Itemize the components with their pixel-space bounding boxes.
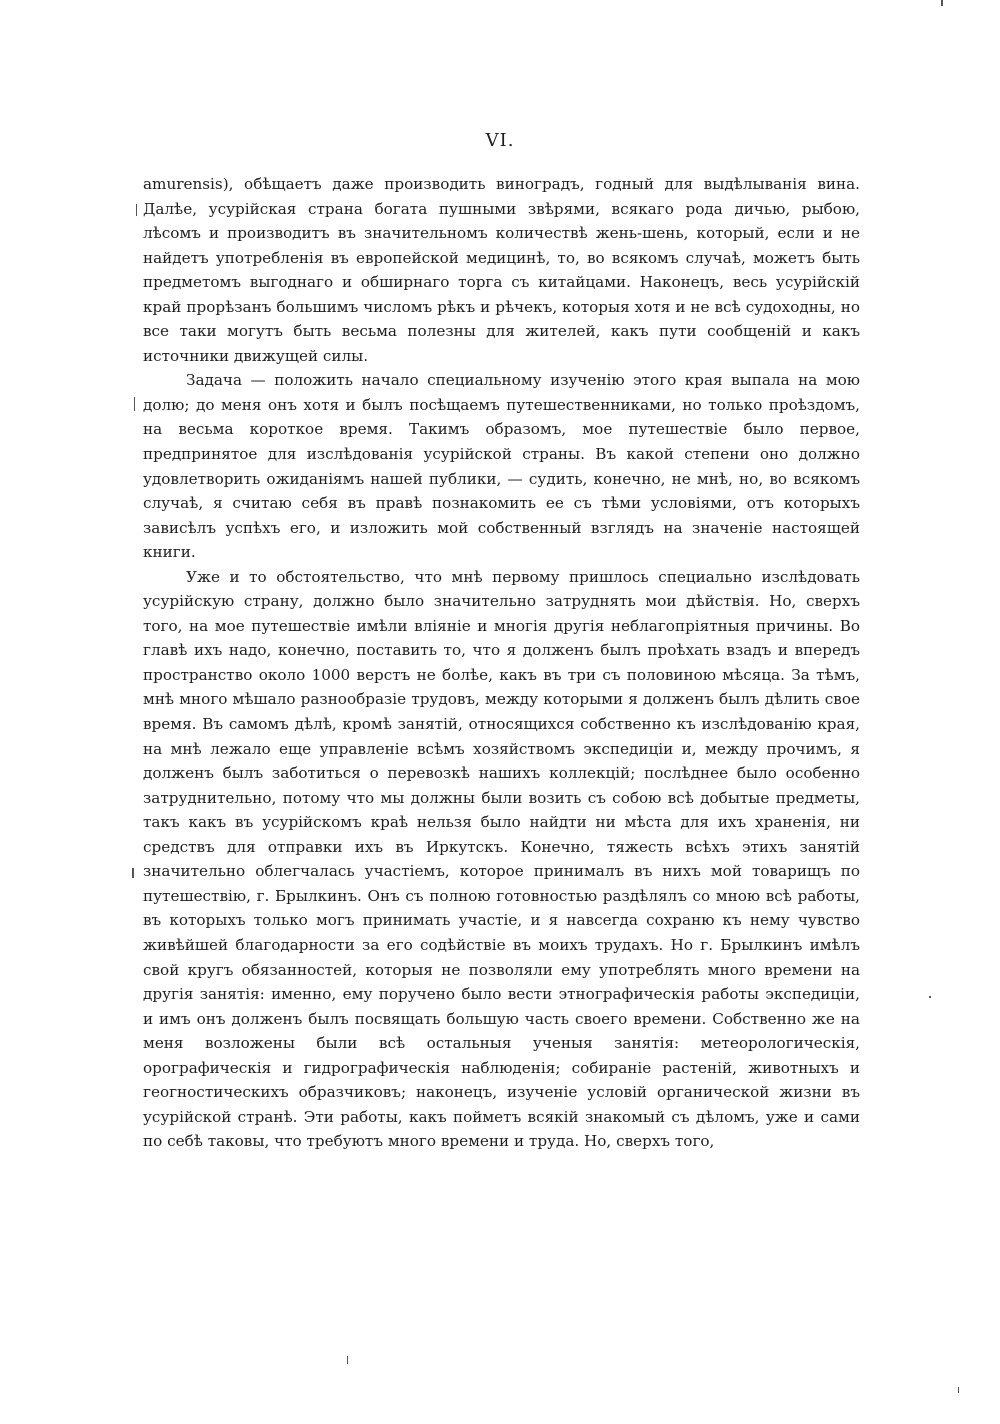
scan-speck: [132, 868, 134, 878]
paragraph: Уже и то обстоятельство, что мнѣ первому пришлось специально изслѣдовать усурійскую страну, должно было значительно затруднять мои дѣйствія. Но, сверхъ того, на мое путешествіе имѣли вліяніе и многія другія неблагопріятныя причины. Во главѣ ихъ надо, конечно, поставить то, что я долженъ былъ проѣхать взадъ и впередъ пространство около 1000 верстъ не болѣе, какъ въ три съ половиною мѣсяца. За тѣмъ, мнѣ много мѣшало разнообразіе трудовъ, между которыми я долженъ былъ дѣлить свое время. Въ самомъ дѣлѣ, кромѣ занятій, относящихся собственно къ изслѣдованію края, на мнѣ лежало еще управленіе всѣмъ хозяйствомъ экспедиціи и, между прочимъ, я долженъ былъ заботиться о перевозкѣ нашихъ коллекцій; послѣднее было особенно затруднительно, потому что мы должны были возить съ собою всѣ добытые предметы, такъ какъ въ усурійскомъ краѣ нельзя было найдти ни мѣста для ихъ храненія, ни средствъ для отправки ихъ въ Иркутскъ. Конечно, тяжесть всѣхъ этихъ занятій значительно облегчалась участіемъ, которое принималъ въ нихъ мой товарищъ по путешествію, г. Брылкинъ. Онъ съ полною готовностью раздѣлялъ со мною всѣ работы, въ которыхъ только могъ принимать участіе, и я навсегда сохраню къ нему чувство живѣйшей благодарности за его содѣйствіе въ моихъ трудахъ. Но г. Брылкинъ имѣлъ свой кругъ обязанностей, которыя не позволяли ему употреблять много времени на другія занятія: именно, ему поручено было вести этнографическія работы экспедиціи, и имъ онъ долженъ былъ посвящать большую часть своего времени. Собственно же на меня возложены были всѣ остальныя ученыя занятія: метеорологическія, орографическія и гидрографическія наблюденія; собираніе растеній, животныхъ и геогностическихъ образчиковъ; наконецъ, изученіе условій органической жизни въ усурійской странѣ. Эти работы, какъ пойметъ всякій знакомый съ дѣломъ, уже и сами по себѣ таковы, что требуютъ много времени и труда. Но, сверхъ того,: [143, 567, 860, 1151]
scan-speck: [941, 0, 943, 6]
paragraph: Задача — положить начало специальному изученію этого края выпала на мою долю; до меня онъ хотя и былъ посѣщаемъ путешественниками, но только проѣздомъ, на весьма короткое время. Такимъ образомъ, мое путешествіе было первое, предпринятое для изслѣдованія усурійской страны. Въ какой степени оно должно удовлетворить ожиданіямъ нашей публики, — судить, конечно, не мнѣ, но, во всякомъ случаѣ, я считаю себя въ правѣ познакомить ее съ тѣми условіями, отъ которыхъ зависѣлъ успѣхъ его, и изложить мой собственный взглядъ на значеніе настоящей книги.: [143, 371, 860, 562]
scan-speck: [929, 996, 931, 998]
page-number: VI.: [485, 130, 515, 151]
paragraph: amurensis), обѣщаетъ даже производить виноградъ, годный для выдѣлыванія вина. Далѣе, усурійская страна богата пушными звѣрями, всякаго рода дичью, рыбою, лѣсомъ и производитъ въ значительномъ количествѣ жень-шень, который, если и не найдетъ употребленія въ европейской медицинѣ, то, во всякомъ случаѣ, можетъ быть предметомъ выгоднаго и обширнаго торга съ китайцами. Наконецъ, весь усурійскій край прорѣзанъ большимъ числомъ рѣкъ и рѣчекъ, которыя хотя и не всѣ судоходны, но все таки могутъ быть весьма полезны для жителей, какъ пути сообщеній и какъ источники движущей силы.: [143, 175, 860, 365]
scan-speck: [347, 1356, 348, 1364]
scan-speck: [136, 204, 137, 216]
scan-speck: [134, 397, 135, 411]
body-text: [143, 172, 860, 1154]
scan-speck: [958, 1387, 959, 1393]
